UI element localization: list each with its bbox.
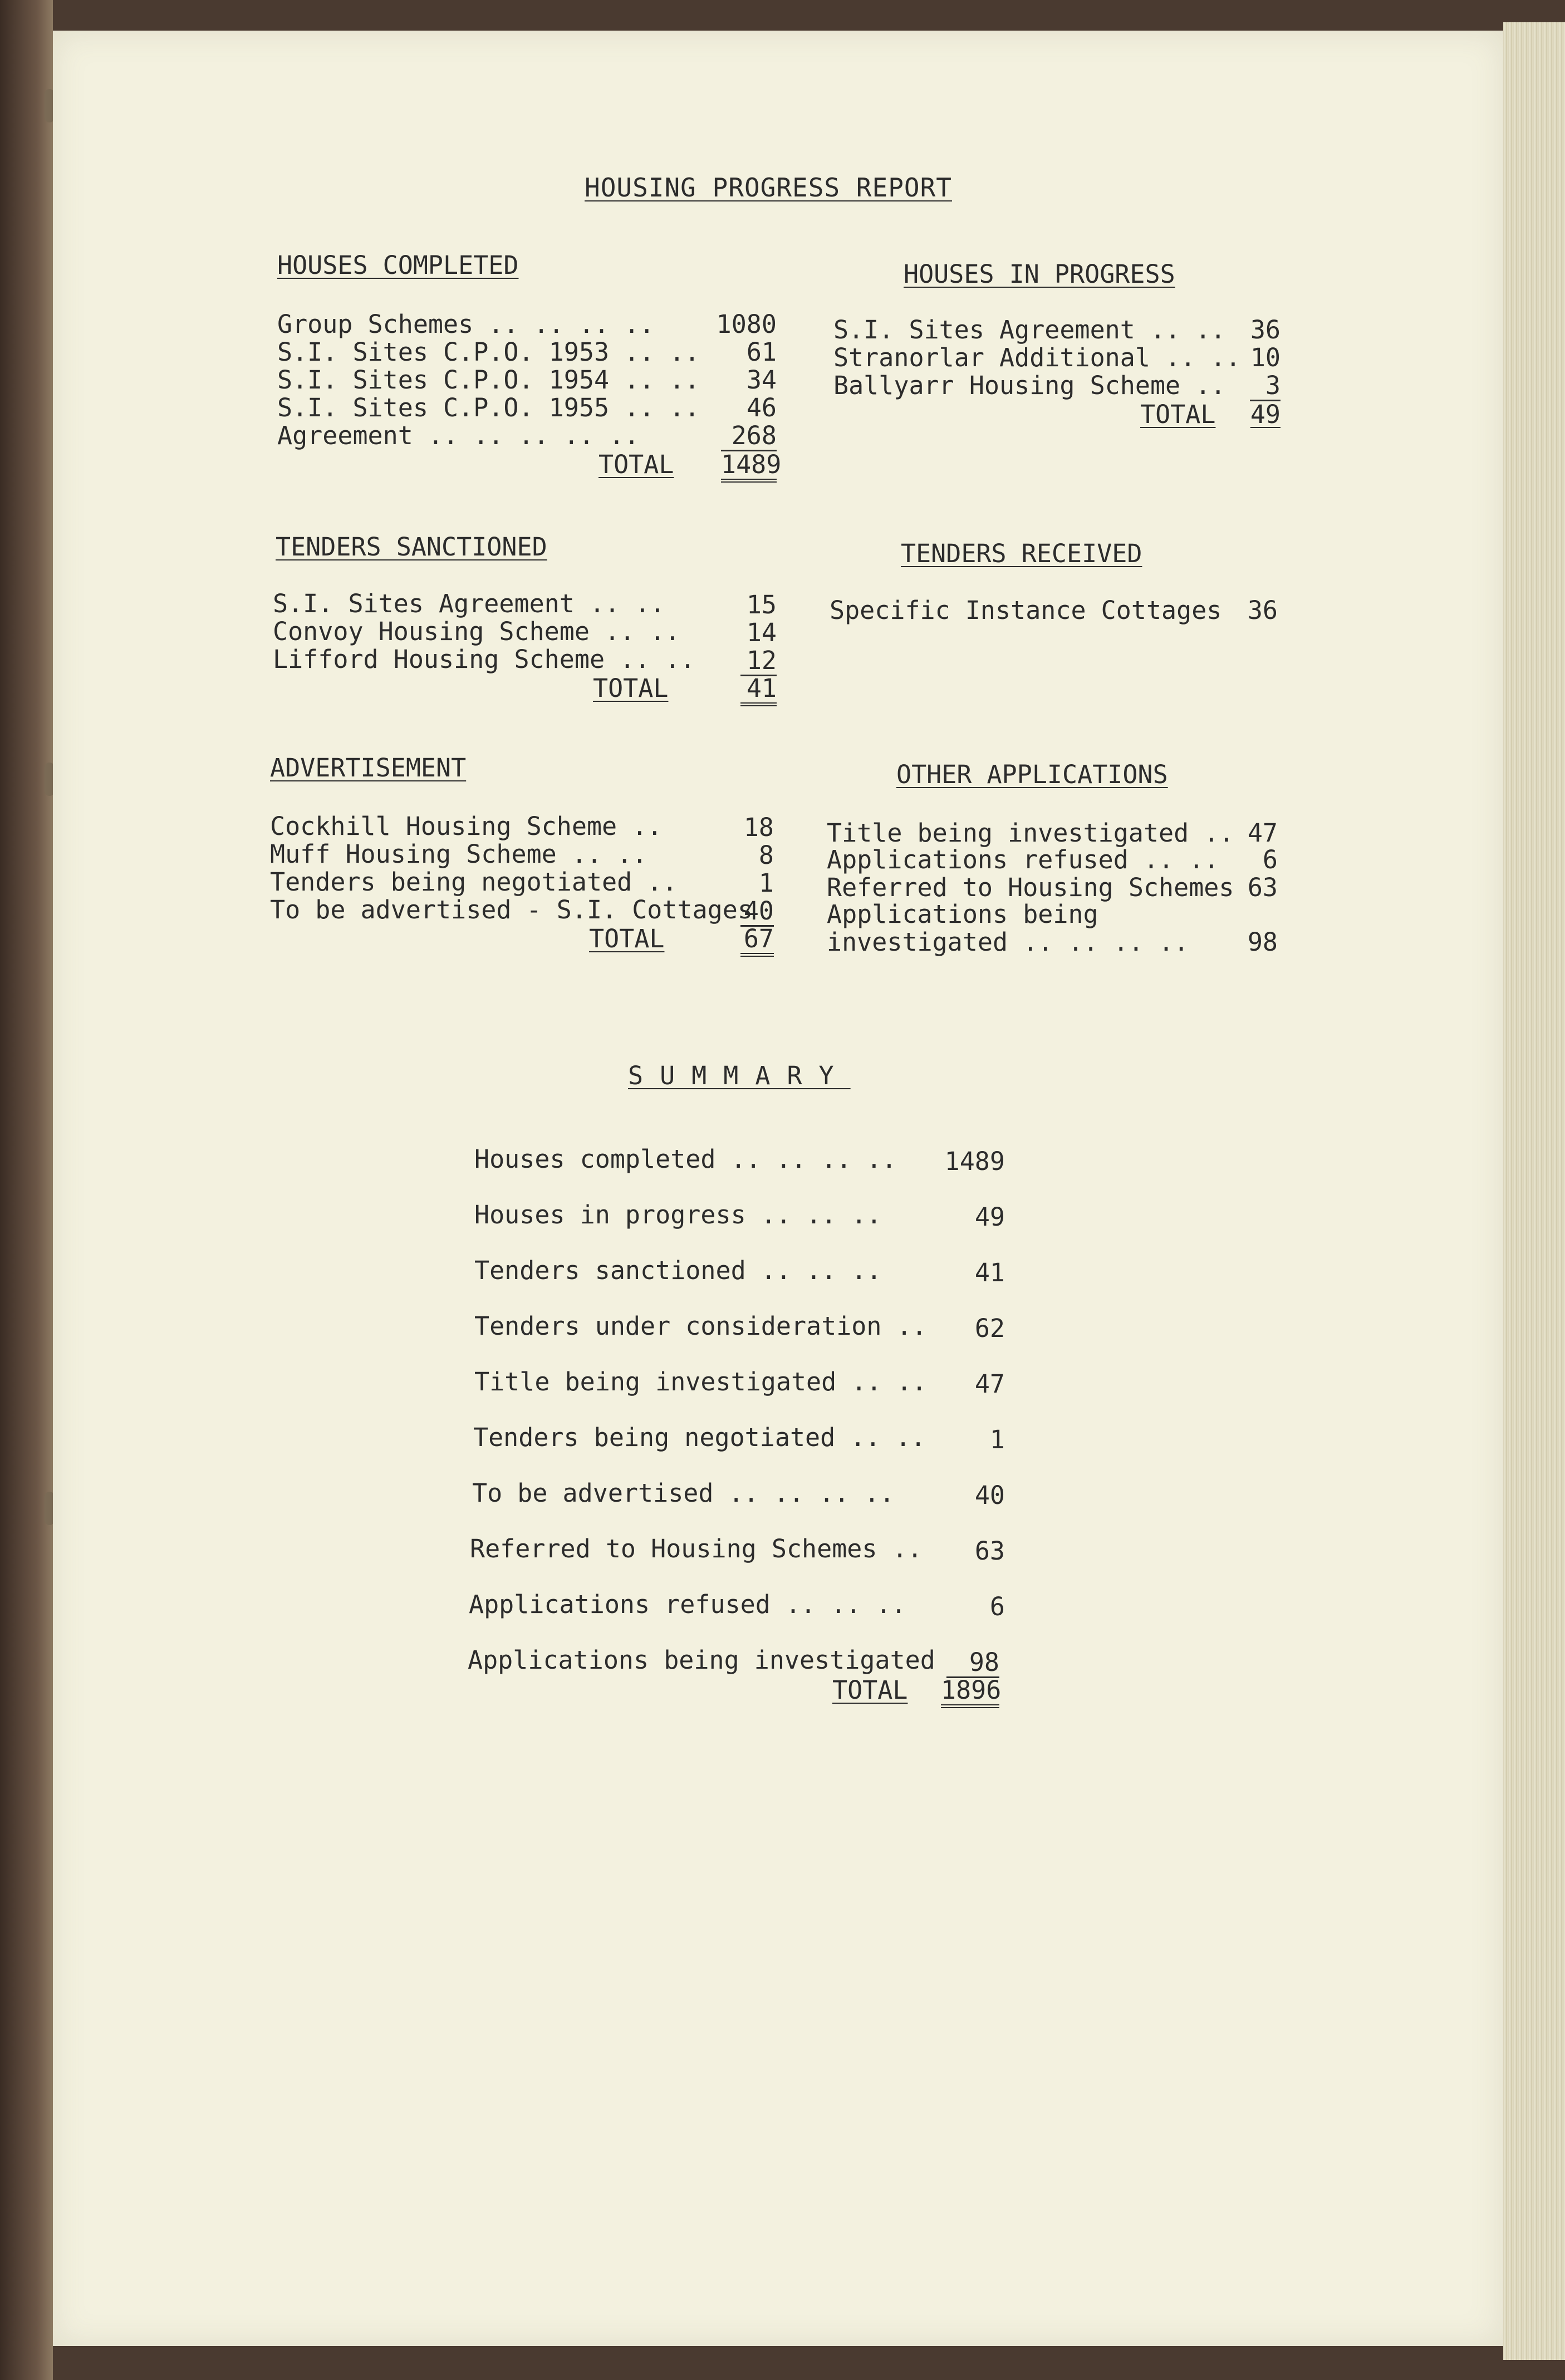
section-heading: TENDERS SANCTIONED [276, 532, 547, 562]
row-label: S.I. Sites C.P.O. 1953 .. .. [277, 337, 700, 367]
row-label: Ballyarr Housing Scheme .. [833, 371, 1226, 400]
row-label: S.I. Sites C.P.O. 1955 .. .. [277, 393, 700, 422]
summary-row-label: To be advertised .. .. .. .. [472, 1478, 895, 1508]
row-label: Lifford Housing Scheme .. .. [273, 645, 695, 674]
row-label: Referred to Housing Schemes [827, 873, 1234, 902]
summary-row-label: Houses in progress .. .. .. [474, 1200, 882, 1230]
summary-row-label: Houses completed .. .. .. .. [474, 1144, 897, 1174]
total-label: TOTAL [1140, 400, 1216, 429]
section-heading: HOUSES IN PROGRESS [904, 259, 1175, 289]
summary-row-value: 6 [989, 1592, 1005, 1621]
row-label: S.I. Sites Agreement .. .. [833, 315, 1226, 345]
row-value: 34 [746, 365, 777, 395]
summary-row-value: 49 [974, 1202, 1005, 1232]
summary-row-label: Title being investigated .. .. [474, 1367, 927, 1396]
summary-row-value: 40 [974, 1481, 1005, 1510]
row-label: S.I. Sites C.P.O. 1954 .. .. [277, 365, 700, 395]
row-label: Stranorlar Additional .. .. [833, 343, 1241, 372]
summary-total-value: 1896 [941, 1676, 999, 1708]
summary-row-label: Tenders under consideration .. [474, 1311, 927, 1341]
total-value: 67 [740, 925, 774, 957]
summary-row-value: 1489 [944, 1147, 1005, 1176]
row-value: 47 [1247, 818, 1278, 848]
section-heading: ADVERTISEMENT [270, 753, 467, 783]
summary-heading: SUMMARY [628, 1061, 851, 1090]
row-value: 61 [746, 337, 777, 367]
row-value: 63 [1247, 873, 1278, 902]
row-label: Applications refused .. .. [827, 845, 1219, 874]
row-value: 36 [1250, 315, 1281, 345]
row-label: Specific Instance Cottages [830, 596, 1222, 625]
row-label: Cockhill Housing Scheme .. [270, 812, 663, 841]
row-value: 40 [740, 897, 774, 927]
row-label: Applications being [827, 899, 1098, 929]
total-label: TOTAL [589, 924, 665, 953]
report-title: HOUSING PROGRESS REPORT [585, 173, 952, 203]
row-label: investigated .. .. .. .. [827, 927, 1189, 957]
row-value: 15 [746, 590, 777, 619]
section-heading: OTHER APPLICATIONS [896, 760, 1168, 789]
summary-row-value: 1 [989, 1425, 1005, 1454]
row-label: S.I. Sites Agreement .. .. [273, 589, 665, 618]
summary-row-value: 62 [974, 1314, 1005, 1343]
row-value: 3 [1250, 372, 1281, 401]
summary-row-value: 41 [974, 1258, 1005, 1287]
total-label: TOTAL [598, 450, 674, 479]
row-label: Tenders being negotiated .. [270, 867, 678, 897]
summary-row-value: 63 [974, 1536, 1005, 1566]
summary-row-label: Tenders being negotiated .. .. [473, 1423, 926, 1452]
section-heading: TENDERS RECEIVED [901, 539, 1142, 568]
summary-row-value: 47 [974, 1369, 1005, 1399]
summary-total-label: TOTAL [832, 1675, 908, 1705]
row-value: 1 [758, 868, 774, 898]
row-value: 12 [740, 647, 777, 676]
summary-row-label: Referred to Housing Schemes .. [470, 1534, 923, 1563]
row-value: 14 [746, 618, 777, 647]
row-value: 46 [746, 393, 777, 422]
row-value: 8 [758, 840, 774, 870]
row-value: 268 [721, 422, 777, 451]
row-value: 1080 [716, 309, 777, 339]
summary-row-label: Tenders sanctioned .. .. .. [474, 1256, 882, 1285]
total-value: 49 [1250, 400, 1281, 429]
row-label: Title being investigated .. [827, 818, 1234, 848]
summary-row-label: Applications refused .. .. .. [469, 1590, 906, 1619]
row-value: 6 [1262, 845, 1278, 874]
row-label: To be advertised - S.I. Cottages [270, 895, 753, 925]
row-value: 10 [1250, 343, 1281, 372]
row-label: Agreement .. .. .. .. .. [277, 421, 640, 450]
summary-row-value: 98 [946, 1649, 999, 1678]
total-label: TOTAL [593, 673, 669, 703]
row-label: Muff Housing Scheme .. .. [270, 839, 647, 869]
summary-row-label: Applications being investigated [468, 1645, 935, 1675]
total-value: 41 [740, 675, 777, 706]
section-heading: HOUSES COMPLETED [277, 250, 519, 280]
row-value: 98 [1247, 927, 1278, 957]
row-label: Convoy Housing Scheme .. .. [273, 617, 680, 646]
row-label: Group Schemes .. .. .. .. [277, 309, 655, 339]
total-value: 1489 [721, 451, 777, 483]
row-value: 36 [1247, 596, 1278, 625]
row-value: 18 [743, 813, 774, 842]
